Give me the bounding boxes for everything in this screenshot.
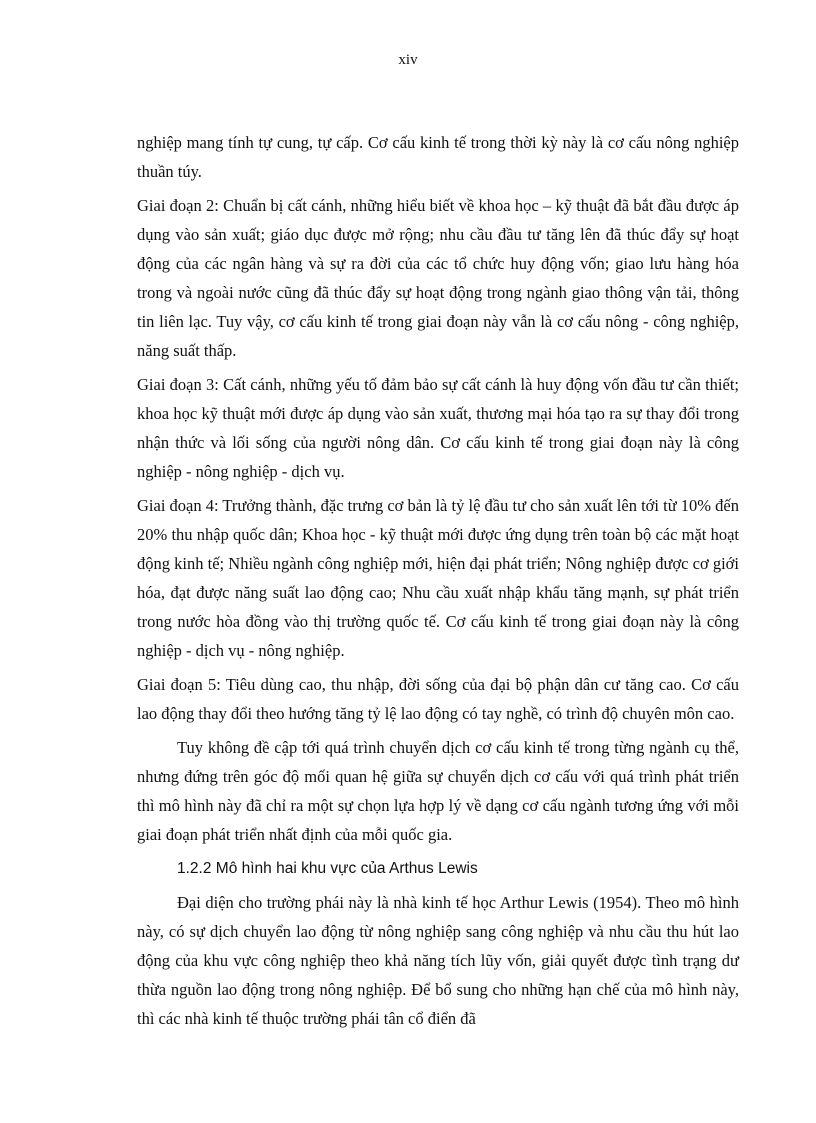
paragraph-lewis-model: Đại diện cho trường phái này là nhà kinh tế học Arthur Lewis (1954). Theo mô hình này, có sự dịch chuyển lao động từ nông nghiệp sang công nghiệp và nhu cầu thu hút lao động của khu vực công nghiệp theo khả năng tích lũy vốn, giải quyết được tình trạng dư thừa nguồn lao động trong nông nghiệp. Để bổ sung cho những hạn chế của mô hình này, thì các nhà kinh tế thuộc trường phái tân cổ điển đã [137,893,739,1028]
paragraph-summary: Tuy không đề cập tới quá trình chuyển dịch cơ cấu kinh tế trong từng ngành cụ thể, nhưng đứng trên góc độ mối quan hệ giữa sự chuyển dịch cơ cấu với quá trình phát triển thì mô hình này đã chỉ ra một sự chọn lựa hợp lý về dạng cơ cấu ngành tương ứng với mỗi giai đoạn phát triển nhất định của mỗi quốc gia. [137,738,739,844]
paragraph-stage-2: Giai đoạn 2: Chuẩn bị cất cánh, những hiểu biết về khoa học – kỹ thuật đã bắt đầu được áp dụng vào sản xuất; giáo dục được mở rộng; nhu cầu đầu tư tăng lên đã thúc đẩy sự hoạt động của các ngân hàng và sự ra đời của các tổ chức huy động vốn; giao lưu hàng hóa trong và ngoài nước cũng đã thúc đẩy sự hoạt động trong ngành giao thông vận tải, thông tin liên lạc. Tuy vậy, cơ cấu kinh tế trong giai đoạn này vẫn là cơ cấu nông - công nghiệp, năng suất thấp. [137,196,739,360]
paragraph-stage-3: Giai đoạn 3: Cất cánh, những yếu tố đảm bảo sự cất cánh là huy động vốn đầu tư cần thiết; khoa học kỹ thuật mới được áp dụng vào sản xuất, thương mại hóa tạo ra sự thay đổi trong nhận thức và lối sống của người nông dân. Cơ cấu kinh tế trong giai đoạn này là công nghiệp - nông nghiệp - dịch vụ. [137,375,739,481]
document-body [137,128,739,1038]
paragraph-stage-4: Giai đoạn 4: Trưởng thành, đặc trưng cơ bản là tỷ lệ đầu tư cho sản xuất lên tới từ 10% đến 20% thu nhập quốc dân; Khoa học - kỹ thuật mới được ứng dụng trên toàn bộ các mặt hoạt động kinh tế; Nhiều ngành công nghiệp mới, hiện đại phát triển; Nông nghiệp được cơ giới hóa, đạt được năng suất lao động cao; Nhu cầu xuất nhập khẩu tăng mạnh, sự phát triển trong nước hòa đồng vào thị trường quốc tế. Cơ cấu kinh tế trong giai đoạn này là công nghiệp - dịch vụ - nông nghiệp. [137,496,739,660]
paragraph-stage-5: Giai đoạn 5: Tiêu dùng cao, thu nhập, đời sống của đại bộ phận dân cư tăng cao. Cơ cấu lao động thay đổi theo hướng tăng tỷ lệ lao động có tay nghề, có trình độ chuyên môn cao. [137,675,739,723]
section-heading: 1.2.2 Mô hình hai khu vực của Arthus Lewis [177,860,478,877]
paragraph-continuation: nghiệp mang tính tự cung, tự cấp. Cơ cấu kinh tế trong thời kỳ này là cơ cấu nông nghiệp thuần túy. [137,133,739,181]
page-number: xiv [398,52,418,68]
